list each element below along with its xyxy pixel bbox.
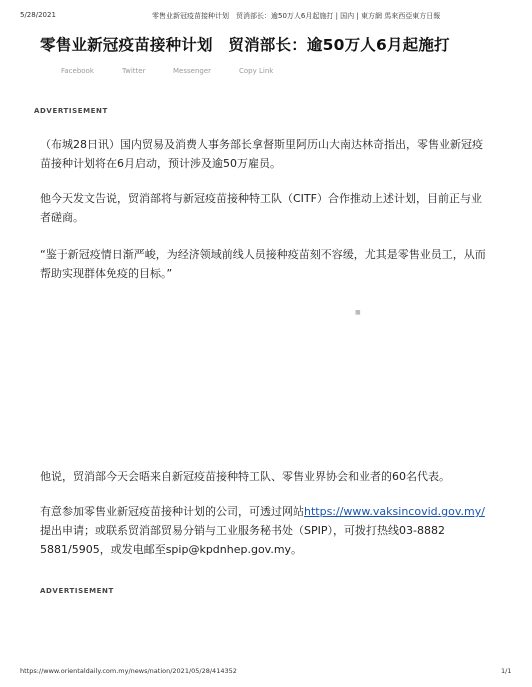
print-date: 5/28/2021 [20, 11, 56, 19]
article-headline: 零售业新冠疫苗接种计划 贸消部长：逾50万人6月起施打 [40, 36, 450, 54]
ad-placeholder-dot: ■ [355, 309, 361, 316]
share-facebook-link[interactable]: Facebook [61, 67, 94, 75]
paragraph-text: 有意参加零售业新冠疫苗接种计划的公司，可透过网站 [40, 505, 304, 518]
advertisement-label: ADVERTISEMENT [40, 587, 114, 595]
vaksincovid-link[interactable]: https://www.vaksincovid.gov.my/ [304, 505, 485, 518]
copy-link-button[interactable]: Copy Link [239, 67, 274, 75]
print-url: https://www.orientaldaily.com.my/news/nation/2021/05/28/414352 [20, 667, 237, 675]
article-paragraph [40, 502, 492, 559]
paragraph-text: 提出申请；或联系贸消部贸易分销与工业服务秘书处（SPIP），可拨打热线03-8882 5881/5905，或发电邮至spip@kpdnhep.gov.my。 [40, 524, 445, 556]
share-twitter-link[interactable]: Twitter [122, 67, 146, 75]
article-quote: “鉴于新冠疫情日渐严峻，为经济领域前线人员接种疫苗刻不容缓，尤其是零售业员工，从而帮助实现群体免疫的目标。” [40, 248, 486, 280]
print-page-title: 零售业新冠疫苗接种计划 贸消部长：逾50万人6月起施打 | 国内 | 東方網 馬來西亞東方日報 [152, 12, 441, 20]
article-paragraph: 他今天发文告说，贸消部将与新冠疫苗接种特工队（CITF）合作推动上述计划，目前正与业者磋商。 [40, 192, 482, 224]
article-paragraph: 他说，贸消部今天会晤来自新冠疫苗接种特工队、零售业界协会和业者的60名代表。 [40, 470, 450, 483]
share-messenger-link[interactable]: Messenger [173, 67, 212, 75]
page-number: 1/1 [501, 667, 512, 675]
advertisement-label: ADVERTISEMENT [34, 107, 108, 115]
article-paragraph: （布城28日讯）国内贸易及消费人事务部长拿督斯里阿历山大南达林奇指出，零售业新冠疫苗接种计划将在6月启动，预计涉及逾50万雇员。 [40, 138, 483, 170]
